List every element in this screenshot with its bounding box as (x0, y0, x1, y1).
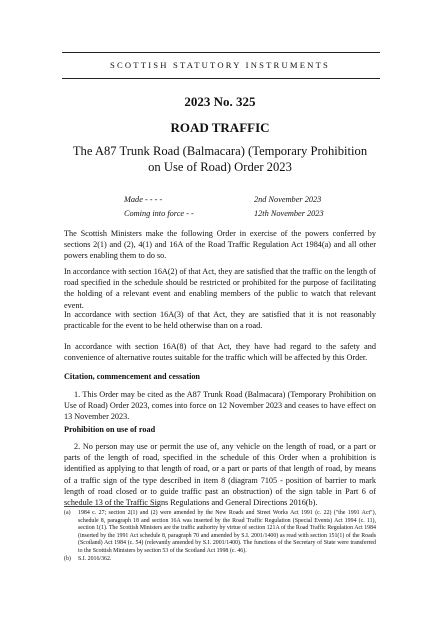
paragraph-16a8: In accordance with section 16A(8) of that Act, they have had regard to the safety and convenience of alternative routes suitable for the traffic which will be affected by this Order. (64, 342, 376, 363)
footnote-b-text: S.I. 2016/362. (78, 556, 112, 562)
coming-into-force-label: Coming into force - - (124, 209, 194, 218)
footnote-a (64, 510, 376, 556)
heading-citation: Citation, commencement and cessation (64, 372, 200, 381)
order-title: The A87 Trunk Road (Balmacara) (Temporary Prohibition on Use of Road) Order 2023 (72, 144, 368, 174)
paragraph-16a2: In accordance with section 16A(2) of that Act, they are satisfied that the traffic on the length of road specified in the schedule should be restricted or prohibited for the purpose of facilitating the holding of a relevant event and enabling members of the public to watch that relevant event. (64, 267, 376, 310)
series-rule (62, 78, 380, 79)
footnote-b-mark: (b) (64, 556, 71, 562)
paragraph-16a3: In accordance with section 16A(3) of that Act, they are satisfied that it is not reasonably practicable for the event to be held otherwise than on a road. (64, 310, 376, 331)
footnote-rule (64, 506, 159, 507)
footnote-b (64, 556, 376, 564)
footnote-a-text: 1984 c. 27; section 2(1) and (2) were amended by the New Roads and Street Works Act 1991 (c. 22) ("the 1991 Act"), schedule 8, paragraph 18 and section 16A was inserted by the Road Traffic Regulation (Special Events) Act 1994 (c. 11), section 1(1). The Scottish Ministers are the traffic authority by virtue of section 121A of the Road Traffic Regulation Act 1984 (inserted by the 1991 Act schedule 8, paragraph 70 and amended by S.I. 2001/1400) as read with section 151(1) of the Roads (Scotland) Act 1984 (c. 54) (relevantly amended by S.I. 2001/1400). The functions of the Secretary of State were transferred to the Scottish Ministers by section 53 of the Scotland Act 1998 (c. 46). (78, 510, 376, 554)
series-heading: SCOTTISH STATUTORY INSTRUMENTS (109, 60, 330, 70)
made-date: 2nd November 2023 (254, 195, 322, 204)
article-1: 1. This Order may be cited as the A87 Trunk Road (Balmacara) (Temporary Prohibition on Use of Road) Order 2023, comes into force on 12 November 2023 and ceases to have effect on 13 November 2023. (64, 390, 376, 422)
made-label: Made - - - - (124, 195, 163, 204)
subject-heading: ROAD TRAFFIC (170, 120, 270, 135)
top-rule (62, 52, 380, 53)
instrument-number: 2023 No. 325 (184, 94, 256, 109)
preamble: The Scottish Ministers make the following Order in exercise of the powers conferred by sections 2(1) and (2), 4(1) and 16A of the Road Traffic Regulation Act 1984(a) and all other powers enabling them to do so. (64, 229, 376, 261)
article-2: 2. No person may use or permit the use of, any vehicle on the length of road, or a part or parts of the length of road, specified in the schedule of this Order when a prohibition is identified as applying to that length of road, or a part or parts of that length of road, by means of a traffic sign of the type described in item 8 (diagram 7105 - position of barrier to mark length of road closed or to guide traffic past an obstruction) of the sign table in Part 6 of schedule 13 of the Traffic Signs Regulations and General Directions 2016(b). (64, 442, 376, 508)
coming-into-force-date: 12th November 2023 (254, 209, 324, 218)
footnote-a-mark: (a) (64, 510, 71, 516)
heading-prohibition: Prohibition on use of road (64, 425, 156, 434)
